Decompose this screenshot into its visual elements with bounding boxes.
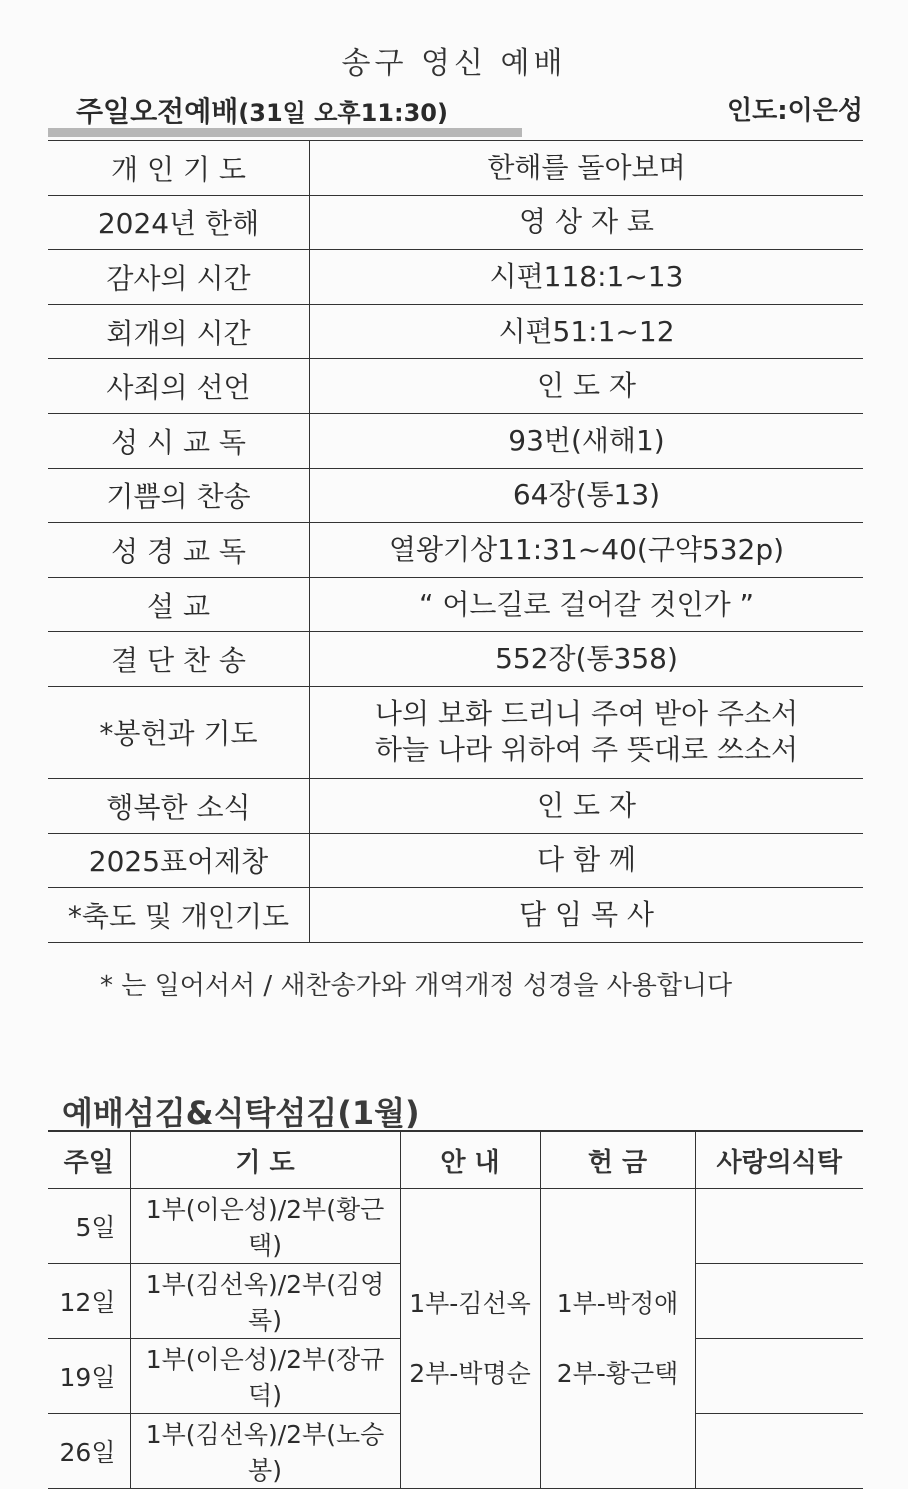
order-detail: [310, 686, 864, 778]
order-item: 설 교: [48, 577, 310, 632]
order-item: 회개의 시간: [48, 304, 310, 359]
table-row: [48, 468, 863, 523]
order-detail: [310, 888, 864, 943]
order-item: 행복한 소식: [48, 778, 310, 833]
order-item: 성 경 교 독: [48, 523, 310, 578]
order-detail: [310, 413, 864, 468]
duty-table: [48, 1130, 863, 1489]
order-detail: [310, 632, 864, 687]
page-title: 송구 영신 예배: [341, 46, 567, 81]
table-row: [48, 195, 863, 250]
order-item: *축도 및 개인기도: [48, 888, 310, 943]
service-leader: 인도:이은성: [727, 96, 863, 126]
order-detail-line: 시편118:1~13: [489, 259, 684, 293]
order-detail-line: 담 임 목 사: [519, 897, 654, 931]
table-row: [48, 632, 863, 687]
duty-header-row: [48, 1131, 863, 1189]
service-name: 주일오전예배: [76, 95, 239, 128]
order-item: 2025표어제창: [48, 833, 310, 888]
table-row: [48, 888, 863, 943]
table-row: [48, 359, 863, 414]
order-detail-line: 인 도 자: [537, 788, 636, 822]
duty-prayer: 1부(이은성)/2부(황근택): [130, 1189, 400, 1264]
order-detail-line: 한해를 돌아보며: [487, 150, 686, 184]
service-time: (31일 오후11:30): [238, 99, 448, 127]
order-detail: [310, 195, 864, 250]
table-row: [48, 778, 863, 833]
header-underline: [48, 128, 522, 137]
order-detail-line: 하늘 나라 위하여 주 뜻대로 쓰소서: [374, 733, 799, 767]
table-row: [48, 577, 863, 632]
order-item: 2024년 한해: [48, 195, 310, 250]
order-detail: [310, 468, 864, 523]
order-item: 결 단 찬 송: [48, 632, 310, 687]
offering-line: 1부-박정애: [556, 1288, 679, 1318]
table-row: [48, 413, 863, 468]
order-detail: [310, 359, 864, 414]
header-sunday: 주일: [48, 1131, 130, 1189]
table-row: [48, 250, 863, 305]
header-guide: 안 내: [400, 1131, 540, 1189]
duty-prayer: 1부(김선옥)/2부(노승봉): [130, 1414, 400, 1489]
table-row: [48, 833, 863, 888]
duty-love-table: [695, 1189, 863, 1264]
order-item: 성 시 교 독: [48, 413, 310, 468]
order-item: 사죄의 선언: [48, 359, 310, 414]
order-detail-line: 시편51:1~12: [498, 314, 675, 348]
duty-day: 19일: [48, 1339, 130, 1414]
order-detail: [310, 778, 864, 833]
duty-day: 12일: [48, 1264, 130, 1339]
duty-love-table: [695, 1264, 863, 1339]
header-prayer: 기 도: [130, 1131, 400, 1189]
order-detail-line: 열왕기상11:31~40(구약532p): [388, 532, 785, 566]
order-detail-line: 64장(통13): [512, 478, 661, 512]
footnote: * 는 일어서서 / 새찬송가와 개역개정 성경을 사용합니다: [100, 971, 733, 1001]
order-detail-line: 영 상 자 료: [519, 205, 654, 239]
table-row: [48, 141, 863, 196]
duty-guide: [400, 1189, 540, 1489]
order-detail-line: 다 함 께: [537, 843, 636, 877]
table-row: [48, 304, 863, 359]
duty-day: 26일: [48, 1414, 130, 1489]
order-of-service-table: [48, 140, 863, 943]
guide-line: 2부-박명순: [409, 1358, 531, 1388]
duty-prayer: 1부(김선옥)/2부(김영록): [130, 1264, 400, 1339]
order-detail: [310, 833, 864, 888]
guide-line: 1부-김선옥: [409, 1288, 531, 1318]
order-detail: [310, 577, 864, 632]
duty-love-table: [695, 1414, 863, 1489]
order-detail-line: 나의 보화 드리니 주여 받아 주소서: [374, 697, 799, 731]
order-item: *봉헌과 기도: [48, 686, 310, 778]
duty-day: 5일: [48, 1189, 130, 1264]
offering-line: 2부-황근택: [556, 1358, 679, 1388]
order-detail: [310, 304, 864, 359]
table-row: [48, 686, 863, 778]
header-offering: 헌 금: [540, 1131, 695, 1189]
order-item: 기쁨의 찬송: [48, 468, 310, 523]
order-item: 감사의 시간: [48, 250, 310, 305]
duty-prayer: 1부(이은성)/2부(장규덕): [130, 1339, 400, 1414]
order-detail: [310, 250, 864, 305]
duty-offering: [540, 1189, 695, 1489]
order-detail-line: 인 도 자: [537, 369, 636, 403]
service-header: [48, 84, 863, 130]
duty-section-title: 예배섬김&식탁섬김(1월): [62, 1094, 420, 1132]
table-row: [48, 1189, 863, 1264]
header-love-table: 사랑의식탁: [695, 1131, 863, 1189]
order-detail: [310, 141, 864, 196]
duty-love-table: [695, 1339, 863, 1414]
order-item: 개 인 기 도: [48, 141, 310, 196]
order-detail: [310, 523, 864, 578]
order-detail-line: 552장(통358): [495, 642, 678, 676]
order-detail-line: “ 어느길로 걸어갈 것인가 ”: [418, 587, 755, 621]
service-name-group: [76, 90, 448, 130]
order-detail-line: 93번(새해1): [508, 423, 665, 457]
table-row: [48, 523, 863, 578]
